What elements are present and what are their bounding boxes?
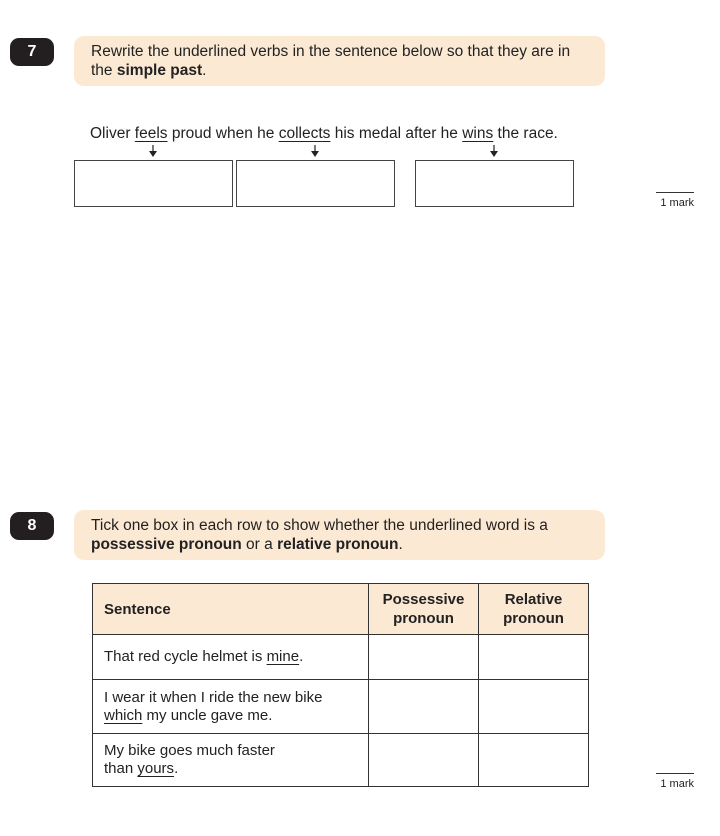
sentence-cell — [93, 680, 369, 734]
instruction-text: or a — [241, 536, 278, 553]
question-7-instruction — [74, 36, 605, 86]
tick-box-relative[interactable] — [479, 635, 589, 680]
sentence-text: the race. — [493, 125, 558, 142]
underlined-word: yours — [137, 760, 175, 777]
sentence-text: That red cycle helmet is — [104, 648, 267, 665]
sentence-cell — [93, 734, 369, 787]
answer-box-feels[interactable] — [74, 160, 233, 207]
header-line: Possessive — [382, 591, 465, 608]
mark-label: 1 mark — [660, 778, 694, 790]
underlined-word: which — [104, 706, 143, 724]
sentence-text: . — [299, 648, 304, 665]
arrow-down-icon — [148, 145, 158, 157]
sentence-text: proud when he — [167, 125, 279, 142]
question-7-sentence — [90, 125, 558, 143]
tick-box-relative[interactable] — [479, 680, 589, 734]
instruction-bold: relative pronoun — [277, 536, 399, 553]
header-line: Relative — [504, 591, 563, 608]
underlined-verb-collects: collects — [278, 125, 331, 142]
underlined-verb-feels: feels — [134, 125, 168, 142]
arrow-down-icon — [310, 145, 320, 157]
sentence-text: Oliver — [90, 125, 135, 142]
underlined-word: mine — [266, 648, 300, 665]
instruction-bold: simple past — [116, 62, 203, 79]
header-line: pronoun — [393, 610, 454, 627]
mark-label: 1 mark — [660, 197, 694, 209]
tick-box-relative[interactable] — [479, 734, 589, 787]
answer-box-collects[interactable] — [236, 160, 395, 207]
sentence-text: My bike goes much faster — [104, 742, 275, 759]
pronoun-table — [92, 583, 589, 787]
question-number-7: 7 — [10, 38, 54, 66]
instruction-text-end: . — [398, 536, 403, 553]
mark-line — [656, 192, 694, 193]
header-sentence: Sentence — [93, 584, 369, 635]
sentence-text: . — [174, 760, 179, 777]
question-number-8: 8 — [10, 512, 54, 540]
instruction-bold: possessive pronoun — [91, 536, 242, 553]
table-row — [93, 734, 589, 787]
arrow-down-icon — [489, 145, 499, 157]
sentence-text: his medal after he — [330, 125, 463, 142]
question-8-instruction — [74, 510, 605, 560]
instruction-text: Rewrite the underlined verbs in the sentence below so that they are in the — [91, 43, 571, 79]
sentence-text: I wear it when I ride the new bike — [104, 688, 323, 706]
table-row — [93, 680, 589, 734]
tick-box-possessive[interactable] — [369, 680, 479, 734]
table-header-row — [93, 584, 589, 635]
sentence-text: my uncle gave me. — [142, 706, 273, 724]
sentence-cell — [93, 635, 369, 680]
answer-box-wins[interactable] — [415, 160, 574, 207]
header-line: pronoun — [503, 610, 564, 627]
tick-box-possessive[interactable] — [369, 734, 479, 787]
header-possessive-pronoun — [369, 584, 479, 635]
table-row — [93, 635, 589, 680]
underlined-verb-wins: wins — [462, 125, 494, 142]
instruction-text: Tick one box in each row to show whether the underlined word is a — [91, 517, 548, 534]
sentence-text: than — [104, 760, 138, 777]
header-relative-pronoun — [479, 584, 589, 635]
instruction-text-end: . — [202, 62, 207, 79]
tick-box-possessive[interactable] — [369, 635, 479, 680]
mark-line — [656, 773, 694, 774]
